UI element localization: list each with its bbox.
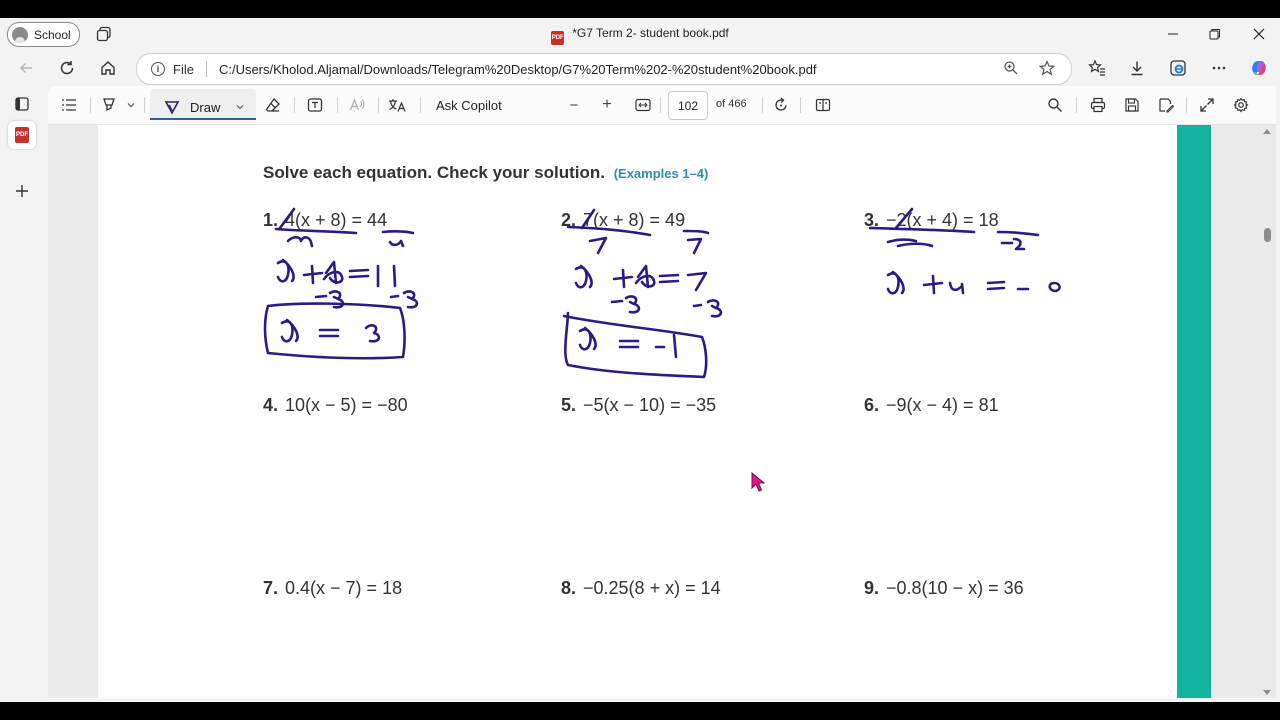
scroll-down-arrow-icon[interactable] xyxy=(1263,690,1271,695)
problem-equation: −2(x + 4) = 18 xyxy=(886,210,999,230)
toolbar-divider xyxy=(378,97,379,113)
pdf-page xyxy=(98,125,1178,698)
scroll-up-arrow-icon[interactable] xyxy=(1263,129,1271,134)
ask-copilot-button[interactable]: Ask Copilot xyxy=(436,97,502,113)
problem-number: 7. xyxy=(263,578,279,598)
info-icon[interactable]: i xyxy=(151,62,165,76)
plus-icon xyxy=(15,184,29,198)
toolbar-divider xyxy=(144,97,145,113)
zoom-in-button[interactable]: + xyxy=(602,96,612,113)
vertical-sidebar xyxy=(0,86,44,702)
fullscreen-button[interactable] xyxy=(1196,94,1218,116)
zoom-icon[interactable] xyxy=(1003,60,1019,76)
search-button[interactable] xyxy=(1044,94,1066,116)
problem-number: 1. xyxy=(263,210,279,230)
page-number-input[interactable]: 102 xyxy=(668,91,708,120)
profile-label: School xyxy=(34,27,71,42)
edge-extension-icon xyxy=(1169,59,1187,77)
highlighter-icon xyxy=(101,97,117,113)
ink-work-problem-2 xyxy=(564,210,721,377)
contents-button[interactable] xyxy=(58,94,80,116)
downloads-button[interactable] xyxy=(1125,56,1149,80)
sidebar-panel-button[interactable] xyxy=(8,90,36,118)
page-view-button[interactable] xyxy=(812,94,834,116)
refresh-icon xyxy=(59,60,75,76)
rotate-icon xyxy=(773,97,789,113)
more-dots-icon xyxy=(1211,60,1227,76)
problem-equation: 10(x − 5) = −80 xyxy=(285,395,408,415)
eraser-icon xyxy=(265,97,281,113)
home-button[interactable] xyxy=(96,56,120,80)
problem-equation: −9(x − 4) = 81 xyxy=(886,395,999,415)
problem-equation: −0.8(10 − x) = 36 xyxy=(886,578,1024,598)
problem-number: 6. xyxy=(864,395,880,415)
pen-cursor-icon xyxy=(751,472,765,492)
page-view-icon xyxy=(815,97,831,113)
problem-equation: 4(x + 8) = 44 xyxy=(285,210,388,230)
page-accent-bar xyxy=(1177,125,1211,698)
draw-active-underline xyxy=(150,118,256,120)
favorite-star-icon[interactable] xyxy=(1039,60,1055,76)
read-aloud-icon xyxy=(349,97,365,113)
new-tab-button[interactable] xyxy=(8,177,36,205)
problem-number: 3. xyxy=(864,210,880,230)
window-title xyxy=(0,26,1280,45)
printer-icon xyxy=(1090,97,1106,113)
draw-pen-icon-wrap xyxy=(162,96,182,118)
address-divider xyxy=(206,61,207,77)
chevron-down-icon xyxy=(235,102,245,112)
translate-icon xyxy=(388,97,408,113)
download-icon xyxy=(1129,60,1145,76)
copilot-button[interactable] xyxy=(1247,56,1271,80)
panel-icon xyxy=(15,97,29,111)
total-pages-label: of 466 xyxy=(716,98,747,110)
problem-number: 9. xyxy=(864,578,880,598)
address-bar[interactable] xyxy=(136,53,1072,85)
restore-button[interactable] xyxy=(1205,24,1225,44)
close-button[interactable] xyxy=(1249,24,1269,44)
back-button[interactable] xyxy=(14,56,38,80)
gear-icon xyxy=(1233,97,1249,113)
toolbar-divider xyxy=(660,97,661,113)
heading-text: Solve each equation. Check your solution. xyxy=(263,163,605,182)
pdf-settings-button[interactable] xyxy=(1230,94,1252,116)
save-icon xyxy=(1124,97,1140,113)
draw-options-chevron[interactable] xyxy=(234,96,246,118)
highlight-button[interactable] xyxy=(98,94,120,116)
restore-icon xyxy=(1209,28,1221,40)
pdf-file-icon: PDF xyxy=(551,31,564,45)
chevron-down-icon xyxy=(126,100,136,110)
copilot-icon xyxy=(1249,58,1269,78)
search-icon xyxy=(1047,97,1063,113)
toolbar-divider xyxy=(1076,97,1077,113)
problem-equation: −0.25(8 + x) = 14 xyxy=(583,578,721,598)
rotate-button[interactable] xyxy=(770,94,792,116)
problem-equation: 0.4(x − 7) = 18 xyxy=(285,578,403,598)
text-box-icon xyxy=(307,97,323,113)
edge-extension-button[interactable] xyxy=(1166,56,1190,80)
pdf-viewer-container xyxy=(48,86,1276,698)
toolbar-divider xyxy=(800,97,801,113)
vertical-scrollbar[interactable] xyxy=(1262,125,1272,698)
toolbar-divider xyxy=(1186,97,1187,113)
refresh-button[interactable] xyxy=(55,56,79,80)
minimize-icon xyxy=(1167,28,1179,40)
ink-work-problem-1 xyxy=(265,209,417,358)
scrollbar-thumb[interactable] xyxy=(1264,228,1271,242)
problem-number: 8. xyxy=(561,578,577,598)
pdf-canvas[interactable] xyxy=(48,125,1276,698)
problem-number: 5. xyxy=(561,395,577,415)
read-aloud-button[interactable] xyxy=(346,94,368,116)
expand-icon xyxy=(1199,97,1215,113)
scheme-label: File xyxy=(173,61,194,77)
table-of-contents-icon xyxy=(61,98,77,112)
minimize-button[interactable] xyxy=(1163,24,1183,44)
pdf-toolbar xyxy=(48,86,1276,125)
back-arrow-icon xyxy=(18,60,34,76)
home-icon xyxy=(100,60,116,76)
problem-number: 4. xyxy=(263,395,279,415)
draw-button[interactable] xyxy=(150,89,256,120)
problem-equation: −5(x − 10) = −35 xyxy=(583,395,717,415)
erase-button[interactable] xyxy=(262,94,284,116)
fit-width-icon xyxy=(635,98,651,112)
toolbar-divider xyxy=(420,97,421,113)
zoom-out-button[interactable]: − xyxy=(569,96,579,114)
title-bar xyxy=(0,18,1280,50)
ink-work-problem-3 xyxy=(870,209,1060,293)
window-title-text: *G7 Term 2- student book.pdf xyxy=(572,26,729,40)
sidebar-tab-pdf[interactable] xyxy=(8,121,36,149)
toolbar-divider xyxy=(294,97,295,113)
toolbar-divider xyxy=(762,97,763,113)
save-button[interactable] xyxy=(1121,94,1143,116)
print-button[interactable] xyxy=(1087,94,1109,116)
draw-pen-icon xyxy=(164,99,180,115)
examples-reference: (Examples 1–4) xyxy=(613,166,709,181)
settings-more-button[interactable] xyxy=(1207,56,1231,80)
add-text-button[interactable] xyxy=(304,94,326,116)
save-as-button[interactable] xyxy=(1155,94,1177,116)
handwritten-ink-layer xyxy=(98,125,1178,698)
browser-window xyxy=(0,18,1280,702)
fit-width-button[interactable] xyxy=(632,94,654,116)
draw-label: Draw xyxy=(190,99,221,115)
toolbar-divider xyxy=(90,97,91,113)
problem-equation: 7(x + 8) = 49 xyxy=(583,210,686,230)
navigation-bar xyxy=(0,50,1280,86)
save-as-icon xyxy=(1158,97,1174,113)
problem-number: 2. xyxy=(561,210,577,230)
toolbar-divider xyxy=(337,97,338,113)
favorites-icon xyxy=(1088,59,1106,77)
url-text[interactable]: C:/Users/Kholod.Aljamal/Downloads/Telegram%20Desktop/G7%20Term%202-%20student%20book.pdf xyxy=(218,61,817,77)
favorites-button[interactable] xyxy=(1085,56,1109,80)
close-icon xyxy=(1253,28,1265,40)
highlight-options-button[interactable] xyxy=(124,94,138,116)
translate-button[interactable] xyxy=(386,94,410,116)
pdf-tab-icon: PDF xyxy=(15,127,29,143)
